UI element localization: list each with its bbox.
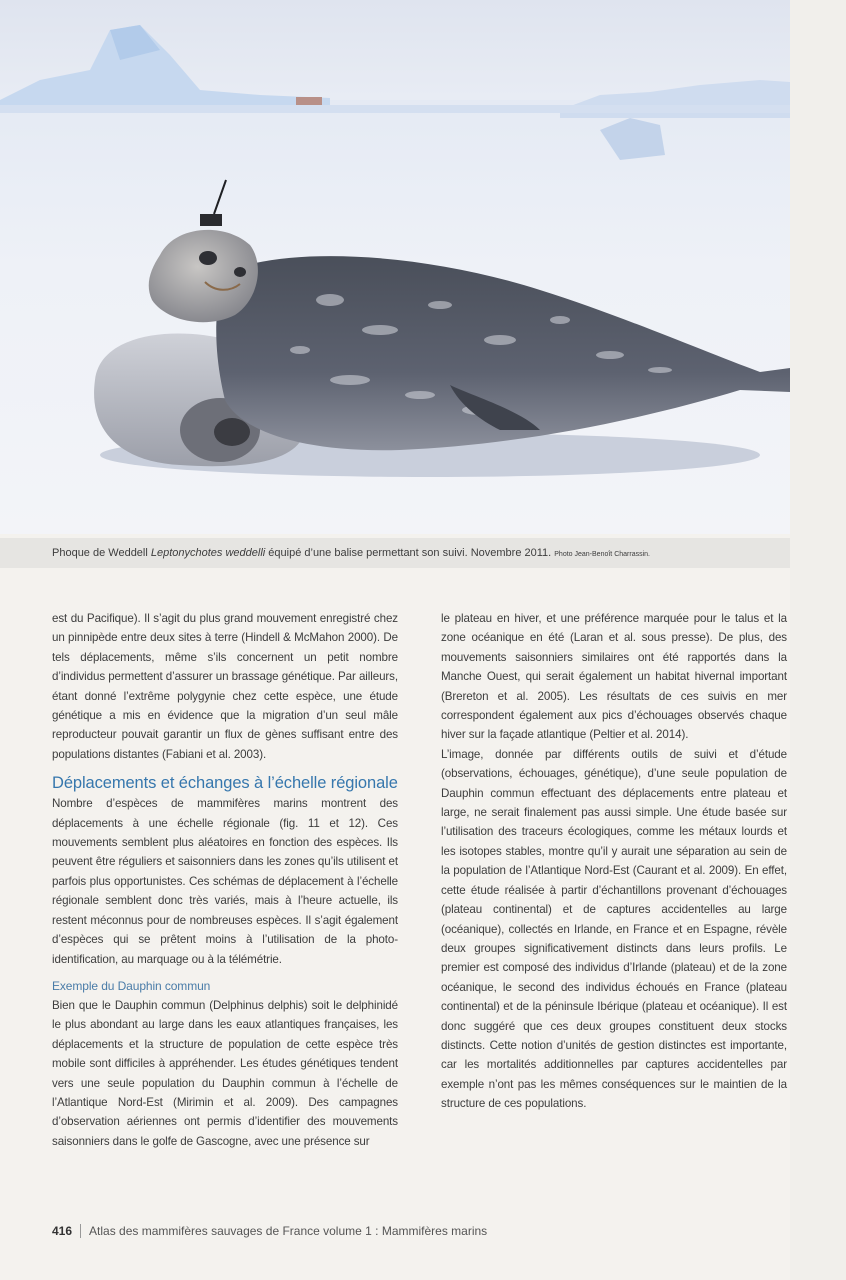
subsection-heading: Exemple du Dauphin commun [52,978,211,993]
page-footer [52,1224,487,1238]
caption-species: Leptonychotes weddelli [150,547,266,559]
left-column [52,609,398,1151]
left-paragraph-2: Nombre d’espèces de mammifères marins montrent des déplacements à une échelle régionale (fig. 11 et 12). Ces mouvements semblent plus aléatoires en fonction des espèces. Ils peuvent être réguliers et saisonniers dans les zones qu’ils utilisent et parfois plus opportunistes. Ces schémas de déplacement à l’échelle régionale semblent donc très variés, mais à l’heure actuelle, ils restent méconnus pour de nombreuses espèces. Il s’agit également d’espèces qui se prêtent moins à l’utilisation de la photo-identification, au marquage ou à la télémétrie. [52,797,398,966]
caption-credit: Photo Jean-Benoît Charrassin. [554,551,650,558]
section-heading: Déplacements et échanges à l’échelle régionale [52,774,398,793]
right-paragraph-2: L’image, donnée par différents outils de suivi et d’étude (observations, échouages, génétique), d’une seule population de Dauphin commun effectuant des déplacements entre plateau et large, ne serait finalement pas aussi simple. Une étude basée sur l’utilisation des traceurs écologiques, comme les métaux lourds et les isotopes stables, montre qu’il y aurait une séparation au sein de la population de l’Atlantique Nord-Est (Caurant et al. 2009). En effet, cette étude réalisée à partir d’échantillons provenant d’échouages (plateau continental) et de captures accidentelles au large (océanique), collectés en Irlande, en France et en Espagne, révèle deux groupes significativement distincts dans leurs profils. Le premier est composé des individus d’Irlande (plateau) et de la zone océanique, le second des individus échoués en France (plateau continental) et de la péninsule Ibérique (plateau et océanique). Il est donc suggéré que ces deux groupes constituent deux stocks distincts. Cette notion d’unités de gestion distinctes est importante, car les mortalités additionnelles par captures accidentelles par exemple n’ont pas les mêmes conséquences sur le maintien de la structure de ces populations. [441,747,787,1111]
page-edge [790,0,846,1280]
photo-caption-bar [0,538,790,568]
book-title: Atlas des mammifères sauvages de France volume 1 : Mammifères marins [89,1224,488,1238]
weddell-seals-photo [0,0,790,534]
right-column [441,609,787,1114]
caption-suffix: équipé d’une balise permettant son suivi. Novembre 2011. [265,547,555,559]
page-number: 416 [52,1224,81,1238]
left-paragraph-1: est du Pacifique). Il s’agit du plus grand mouvement enregistré chez un pinnipède entre deux sites à terre (Hindell & McMahon 2000). De tels déplacements, même s’ils concernent un petit nombre d’individus permettent d’assurer un brassage génétique. Par ailleurs, étant donné l’extrême polygynie chez cette espèce, une étude génétique a mis en évidence que la migration d’un seul mâle reproducteur pouvait garantir un flux de gènes suffisant entre des populations distantes (Fabiani et al. 2003). [52,612,398,761]
photo-weddell-seals [0,0,790,534]
photo-caption [52,547,650,559]
caption-prefix: Phoque de Weddell [52,547,151,559]
left-paragraph-3: Bien que le Dauphin commun (Delphinus delphis) soit le delphinidé le plus abondant au large dans les eaux atlantiques françaises, les déplacements et la structure de population de cette espèce très mobile sont difficiles à appréhender. Les études génétiques tendent vers une seule population du Dauphin commun à l’échelle de l’Atlantique Nord-Est (Mirimin et al. 2009). Des campagnes d’observation aériennes ont permis d’identifier des mouvements saisonniers dans le golfe de Gascogne, avec une présence sur [52,998,398,1148]
right-paragraph-1: le plateau en hiver, et une préférence marquée pour le talus et la zone océanique en été (Laran et al. sous presse). De plus, des mouvements saisonniers similaires ont été rapportés dans la Manche Ouest, qui serait également un habitat hivernal important (Brereton et al. 2005). Les résultats de ces suivis en mer correspondent également aux pics d’échouages observés chaque hiver sur la façade atlantique (Peltier et al. 2014). [441,612,787,742]
